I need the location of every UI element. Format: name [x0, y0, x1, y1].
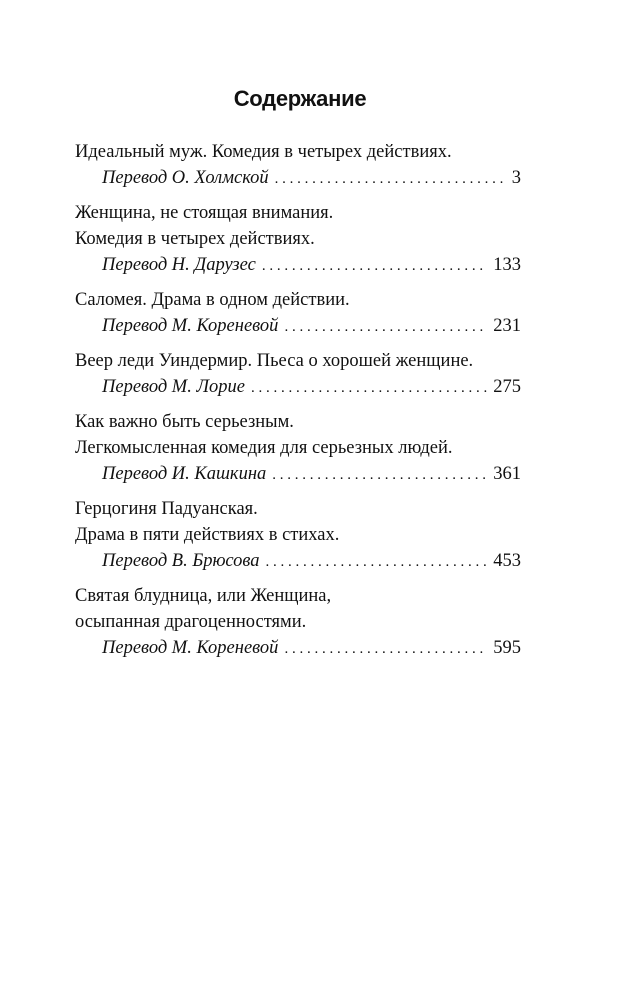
page-title: Содержание	[233, 86, 367, 111]
translator-line	[75, 313, 521, 340]
page-number: 361	[493, 464, 521, 484]
translator-name: Перевод Н. Дарузес	[102, 255, 256, 275]
translator-line	[75, 461, 521, 488]
work-title: Идеальный муж. Комедия в четырех действиях.	[75, 142, 452, 162]
toc-entry	[75, 139, 521, 192]
dot-leader	[284, 314, 487, 340]
toc-entry	[75, 409, 521, 488]
work-title: Как важно быть серьезным.	[75, 412, 294, 432]
work-title: Герцогиня Падуанская.	[75, 499, 258, 519]
translator-name: Перевод В. Брюсова	[102, 551, 260, 571]
translator-name: Перевод М. Кореневой	[102, 316, 279, 336]
page-number: 133	[493, 255, 521, 275]
dot-leader	[251, 375, 487, 401]
translator-line	[75, 548, 521, 575]
translator-line	[75, 374, 521, 401]
toc-entry	[75, 496, 521, 575]
table-of-contents	[75, 139, 521, 670]
translator-name: Перевод О. Холмской	[102, 168, 269, 188]
toc-entry	[75, 348, 521, 401]
work-title: Веер леди Уиндермир. Пьеса о хорошей женщине.	[75, 351, 474, 371]
toc-entry	[75, 583, 521, 662]
page-number: 231	[493, 316, 521, 336]
page-number: 453	[493, 551, 521, 571]
page-number: 275	[493, 377, 521, 397]
toc-entry	[75, 287, 521, 340]
work-title: Женщина, не стоящая внимания.	[75, 203, 334, 223]
translator-name: Перевод М. Лорие	[102, 377, 245, 397]
dot-leader	[275, 166, 506, 192]
translator-line	[75, 635, 521, 662]
dot-leader	[262, 253, 487, 279]
translator-line	[75, 165, 521, 192]
page-number: 3	[511, 168, 521, 188]
translator-name: Перевод М. Кореневой	[102, 638, 279, 658]
dot-leader	[284, 636, 487, 662]
work-subtitle: Драма в пяти действиях в стихах.	[75, 525, 340, 545]
translator-line	[75, 252, 521, 279]
work-subtitle: Комедия в четырех действиях.	[75, 229, 315, 249]
work-subtitle: Легкомысленная комедия для серьезных людей.	[75, 438, 453, 458]
work-subtitle: осыпанная драгоценностями.	[75, 612, 307, 632]
page-number: 595	[493, 638, 521, 658]
translator-name: Перевод И. Кашкина	[102, 464, 267, 484]
work-title: Святая блудница, или Женщина,	[75, 586, 332, 606]
toc-entry	[75, 200, 521, 279]
dot-leader	[265, 549, 487, 575]
dot-leader	[272, 462, 487, 488]
work-title: Саломея. Драма в одном действии.	[75, 290, 350, 310]
